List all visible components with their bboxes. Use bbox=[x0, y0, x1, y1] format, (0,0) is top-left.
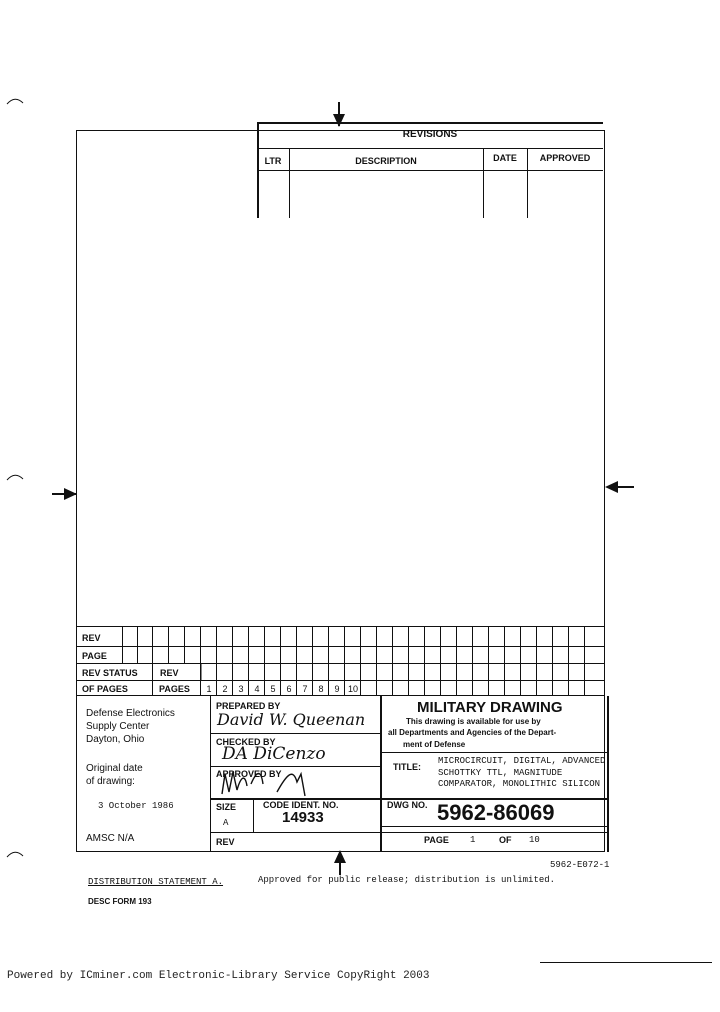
availability-line1: This drawing is available for use by bbox=[406, 717, 541, 726]
revisions-title: REVISIONS bbox=[402, 129, 458, 140]
availability-line2: all Departments and Agencies of the Depart- bbox=[388, 728, 557, 737]
agency-name-line3: Dayton, Ohio bbox=[86, 734, 145, 745]
title-block bbox=[77, 696, 607, 852]
rev-field-label: REV bbox=[216, 837, 235, 847]
revisions-block bbox=[257, 122, 603, 218]
dwg-no-value: 5962-86069 bbox=[437, 800, 555, 825]
page-number-2: 2 bbox=[222, 684, 228, 694]
title-line2: SCHOTTKY TTL, MAGNITUDE bbox=[438, 768, 563, 778]
desc-form: DESC FORM 193 bbox=[88, 897, 152, 906]
grid-page-label: PAGE bbox=[82, 651, 107, 661]
distribution-text: Approved for public release; distribution is unlimited. bbox=[258, 875, 556, 885]
military-drawing-heading: MILITARY DRAWING bbox=[417, 699, 563, 716]
agency-name-line2: Supply Center bbox=[86, 721, 150, 732]
page-label: PAGE bbox=[424, 835, 449, 845]
of-label: OF bbox=[499, 835, 512, 845]
page-number-7: 7 bbox=[302, 684, 308, 694]
grid-rev-status-label: REV STATUS bbox=[82, 668, 138, 678]
page-number-1: 1 bbox=[206, 684, 212, 694]
title-line1: MICROCIRCUIT, DIGITAL, ADVANCED bbox=[438, 756, 606, 766]
code-ident-value: 14933 bbox=[282, 809, 324, 826]
col-ltr: LTR bbox=[264, 156, 282, 166]
grid-of-pages-label: OF PAGES bbox=[82, 684, 128, 694]
footer-rule bbox=[540, 962, 712, 963]
prepared-by-label: PREPARED BY bbox=[216, 701, 281, 711]
page-value: 1 bbox=[470, 835, 476, 845]
approved-by-label: APPROVED BY bbox=[216, 769, 282, 779]
col-description: DESCRIPTION bbox=[355, 156, 417, 166]
page-number-3: 3 bbox=[238, 684, 244, 694]
size-value: A bbox=[223, 818, 229, 828]
page-number-4: 4 bbox=[254, 684, 260, 694]
punch-mark-icon bbox=[6, 845, 24, 863]
original-date-value: 3 October 1986 bbox=[98, 801, 174, 811]
checked-signature: DA DiCenzo bbox=[222, 744, 326, 764]
of-value: 10 bbox=[529, 835, 540, 845]
availability-line3: ment of Defense bbox=[403, 740, 466, 749]
page-number-6: 6 bbox=[286, 684, 292, 694]
title-line3: COMPARATOR, MONOLITHIC SILICON bbox=[438, 779, 601, 789]
col-approved: APPROVED bbox=[539, 153, 591, 163]
left-arrow-icon bbox=[52, 487, 78, 506]
grid-rev-label: REV bbox=[82, 633, 101, 643]
page-number-5: 5 bbox=[270, 684, 276, 694]
col-date: DATE bbox=[493, 153, 517, 163]
page-number-8: 8 bbox=[318, 684, 324, 694]
right-arrow-icon bbox=[604, 480, 634, 499]
page-number-9: 9 bbox=[334, 684, 340, 694]
grid-pages-label: PAGES bbox=[159, 684, 190, 694]
punch-mark-icon bbox=[6, 92, 24, 110]
title-label: TITLE: bbox=[393, 762, 421, 772]
page-number-10: 10 bbox=[347, 684, 358, 694]
original-date-label-1: Original date bbox=[86, 763, 143, 774]
size-label: SIZE bbox=[216, 802, 237, 812]
punch-mark-icon bbox=[6, 468, 24, 486]
amsc-label: AMSC N/A bbox=[86, 833, 135, 844]
form-code: 5962-E072-1 bbox=[550, 860, 610, 870]
approved-signature-icon bbox=[217, 766, 327, 803]
agency-name-line1: Defense Electronics bbox=[86, 708, 175, 719]
rev-status-grid bbox=[77, 626, 604, 696]
original-date-label-2: of drawing: bbox=[86, 776, 135, 787]
prepared-signature: David W. Queenan bbox=[217, 710, 366, 729]
distribution-label: DISTRIBUTION STATEMENT A. bbox=[88, 877, 224, 887]
dwg-no-label: DWG NO. bbox=[387, 800, 428, 810]
checked-by-label: CHECKED BY bbox=[216, 737, 276, 747]
code-ident-label: CODE IDENT. NO. bbox=[263, 800, 339, 810]
powered-by: Powered by ICminer.com Electronic-Library Service CopyRight 2003 bbox=[7, 970, 430, 982]
grid-rev-label-2: REV bbox=[160, 668, 179, 678]
